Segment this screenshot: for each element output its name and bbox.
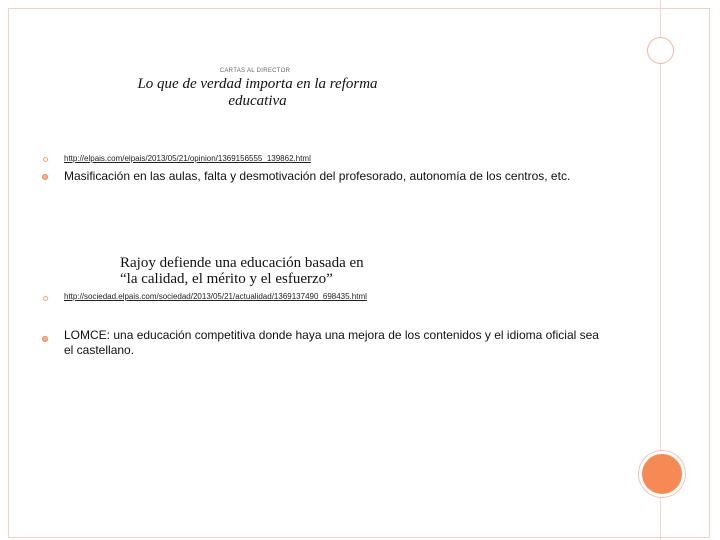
filled-circle-bullet-icon [42, 336, 48, 342]
article1-headline: Lo que de verdad importa en la reforma educativa [137, 76, 378, 109]
article1-summary: Masificación en las aulas, falta y desmotivación del profesorado, autonomía de los centros, etc. [64, 169, 571, 183]
article2-link[interactable]: http://sociedad.elpais.com/sociedad/2013/05/21/actualidad/1369137490_698435.html [64, 292, 367, 301]
article1-kicker: CARTAS AL DIRECTOR [219, 68, 291, 74]
article2-summary: LOMCE: una educación competitiva donde haya una mejora de los contenidos y el idioma oficial sea el castellano. [64, 328, 599, 357]
top-ornament-circle-icon [647, 37, 674, 64]
article2-headline [120, 255, 450, 287]
bottom-ornament-circle-icon [639, 451, 685, 497]
circle-bullet-icon [43, 296, 48, 301]
article2-headline-line1: Rajoy defiende una educación basada en [120, 255, 364, 271]
circle-bullet-icon [43, 157, 48, 162]
article2-headline-line2: “la calidad, el mérito y el esfuerzo” [120, 271, 333, 287]
article1-link[interactable]: http://elpais.com/elpais/2013/05/21/opinion/1369156555_139862.html [64, 154, 311, 163]
filled-circle-bullet-icon [42, 174, 48, 180]
